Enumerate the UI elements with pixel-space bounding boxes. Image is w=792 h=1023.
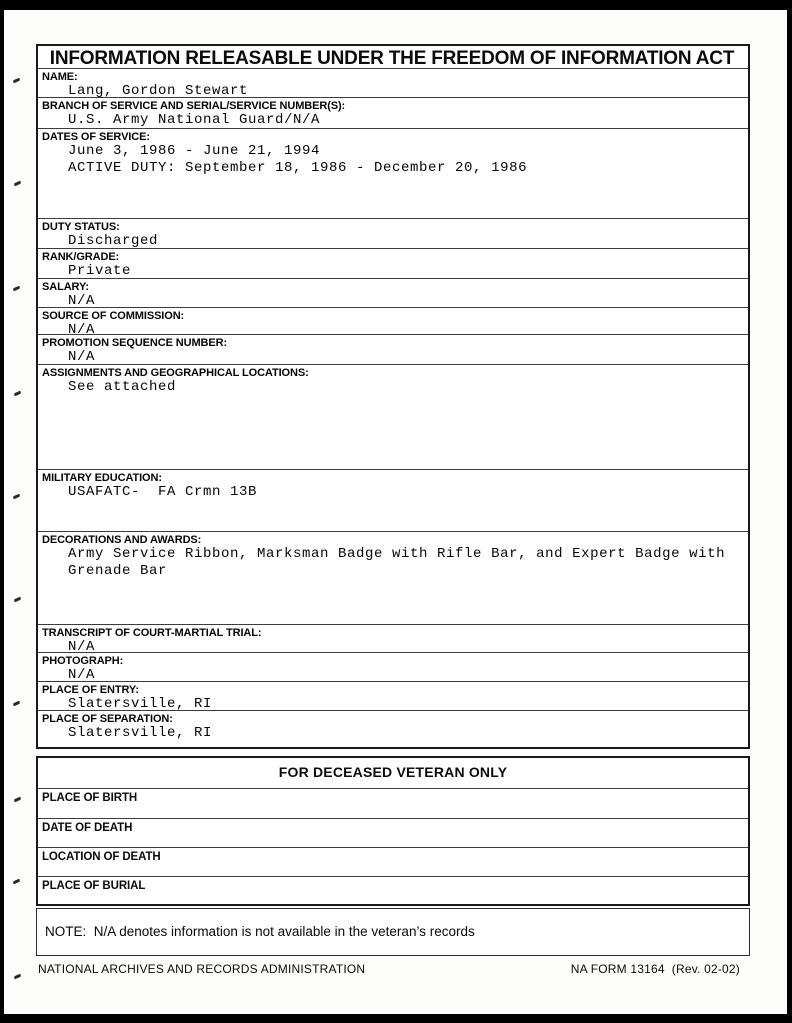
field-name [38, 68, 748, 97]
field-promotion-sequence-number [38, 334, 748, 364]
field-branch-of-service [38, 97, 748, 128]
field-label: DUTY STATUS: [42, 221, 120, 233]
field-label: NAME: [42, 71, 78, 83]
field-value-line: ACTIVE DUTY: September 18, 1986 - December 20, 1986 [68, 160, 528, 176]
note-text: NOTE: N/A denotes information is not available in the veteran’s records [45, 924, 475, 939]
field-place-of-separation [38, 710, 748, 747]
form-footer [38, 962, 748, 977]
field-value: See attached [68, 379, 177, 395]
field-value: U.S. Army National Guard/N/A [68, 112, 321, 128]
field-location-of-death: LOCATION OF DEATH [38, 847, 748, 876]
field-label: DECORATIONS AND AWARDS: [42, 534, 202, 546]
field-value: Private [68, 263, 132, 278]
field-value: Lang, Gordon Stewart [68, 83, 249, 97]
field-label: PROMOTION SEQUENCE NUMBER: [42, 337, 228, 349]
page-title: INFORMATION RELEASABLE UNDER THE FREEDOM OF INFORMATION ACT [49, 48, 735, 68]
field-photograph [38, 652, 748, 681]
field-value: N/A [68, 349, 96, 364]
field-value: N/A [68, 639, 96, 652]
field-label: RANK/GRADE: [42, 251, 120, 263]
field-value-line: June 3, 1986 - June 21, 1994 [68, 143, 321, 159]
field-duty-status [38, 218, 748, 248]
note-box [36, 908, 750, 956]
field-label: PLACE OF SEPARATION: [42, 713, 173, 725]
field-salary [38, 278, 748, 307]
field-assignments-locations [38, 364, 748, 469]
field-source-of-commission [38, 307, 748, 334]
field-value-line: Grenade Bar [68, 563, 168, 579]
foia-form-table [36, 44, 750, 749]
field-value: N/A [68, 322, 96, 334]
field-court-martial-transcript [38, 624, 748, 652]
field-label: SOURCE OF COMMISSION: [42, 310, 185, 322]
field-place-of-birth: PLACE OF BIRTH [38, 788, 748, 818]
field-place-of-burial: PLACE OF BURIAL [38, 876, 748, 904]
field-value: USAFATC- FA Crmn 13B [68, 484, 258, 500]
field-rank-grade [38, 248, 748, 278]
field-place-of-entry [38, 681, 748, 710]
field-decorations-awards [38, 531, 748, 624]
deceased-section-header: FOR DECEASED VETERAN ONLY [278, 764, 508, 780]
field-value: Discharged [68, 233, 159, 248]
field-value-line: Army Service Ribbon, Marksman Badge with Rifle Bar, and Expert Badge with [68, 546, 726, 562]
field-value: Slatersville, RI [68, 696, 213, 710]
field-military-education [38, 469, 748, 531]
field-date-of-death: DATE OF DEATH [38, 818, 748, 847]
form-title-row [38, 46, 748, 68]
field-label: TRANSCRIPT OF COURT-MARTIAL TRIAL: [42, 627, 262, 639]
field-value: Slatersville, RI [68, 725, 213, 741]
footer-form-number: NA FORM 13164 (Rev. 02-02) [570, 962, 740, 976]
field-label: SALARY: [42, 281, 89, 293]
field-label: PLACE OF ENTRY: [42, 684, 139, 696]
field-dates-of-service [38, 128, 748, 218]
field-label: ASSIGNMENTS AND GEOGRAPHICAL LOCATIONS: [42, 367, 309, 379]
field-value: N/A [68, 667, 96, 681]
footer-agency: NATIONAL ARCHIVES AND RECORDS ADMINISTRATION [38, 962, 366, 976]
field-label: DATES OF SERVICE: [42, 131, 150, 143]
field-label: BRANCH OF SERVICE AND SERIAL/SERVICE NUMBER(S): [42, 100, 346, 112]
deceased-veteran-table [36, 756, 750, 906]
field-label: MILITARY EDUCATION: [42, 472, 162, 484]
field-value: N/A [68, 293, 96, 307]
field-label: PHOTOGRAPH: [42, 655, 124, 667]
